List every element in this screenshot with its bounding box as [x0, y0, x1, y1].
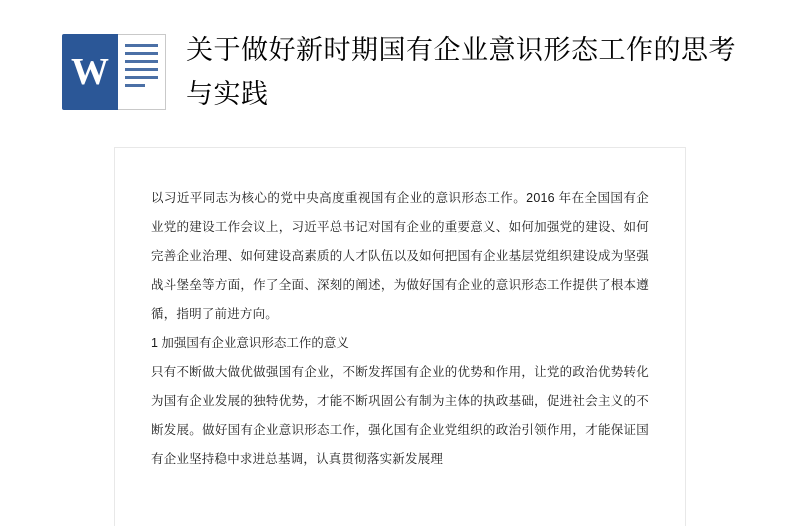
document-sheet	[115, 148, 685, 526]
word-icon-line	[125, 76, 158, 79]
document-paragraph: 只有不断做大做优做强国有企业，不断发挥国有企业的优势和作用，让党的政治优势转化为国有企业发展的独特优势，才能不断巩固公有制为主体的执政基础，促进社会主义的不断发展。做好国有企业意识形态工作，强化国有企业党组织的政治引领作用，才能保证国有企业坚持稳中求进总基调，认真贯彻落实新发展理	[151, 365, 649, 466]
word-icon-line	[125, 68, 158, 71]
word-icon-badge	[62, 34, 118, 110]
word-icon-page	[118, 34, 166, 110]
word-icon-line	[125, 52, 158, 55]
word-icon-letter: W	[71, 51, 109, 93]
word-icon-line	[125, 44, 158, 47]
page-title: 关于做好新时期国有企业意识形态工作的思考与实践	[186, 35, 736, 109]
document-body	[115, 148, 685, 474]
document-paragraph: 以习近平同志为核心的党中央高度重视国有企业的意识形态工作。2016 年在全国国有企业党的建设工作会议上，习近平总书记对国有企业的重要意义、如何加强党的建设、如何完善企业治理、如何建设高素质的人才队伍以及如何把国有企业基层党组织建设成为坚强战斗堡垒等方面，作了全面、深刻的阐述，为做好国有企业的意识形态工作提供了根本遵循，指明了前进方向。	[151, 191, 649, 321]
document-heading: 1 加强国有企业意识形态工作的意义	[151, 336, 349, 350]
word-document-icon	[62, 34, 166, 110]
word-icon-line	[125, 60, 158, 63]
word-icon-line	[125, 84, 145, 87]
document-header	[0, 0, 800, 140]
